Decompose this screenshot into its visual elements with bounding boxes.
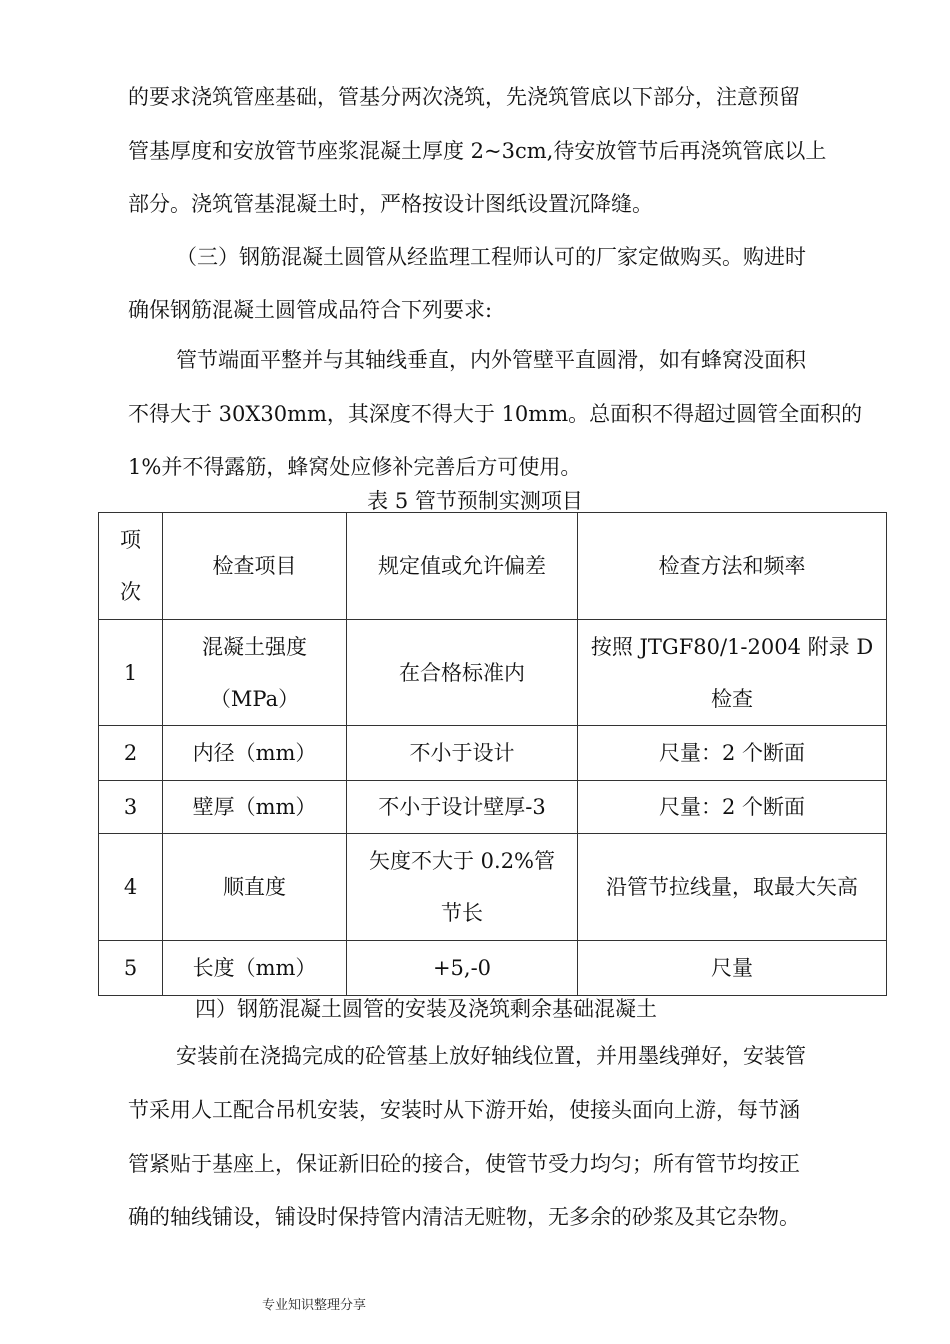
cell-item: 长度（mm）	[163, 941, 347, 996]
page-footer: 专业知识整理分享	[262, 1298, 367, 1313]
cell-method: 尺量：2 个断面	[578, 726, 887, 781]
paragraph-line: 安装前在浇捣完成的砼管基上放好轴线位置，并用墨线弹好，安装管	[176, 1044, 806, 1068]
paragraph-line: （三）钢筋混凝土圆管从经监理工程师认可的厂家定做购买。购进时	[176, 245, 806, 269]
paragraph-line: 部分。浇筑管基混凝土时，严格按设计图纸设置沉降缝。	[128, 192, 653, 216]
cell-item: 顺直度	[163, 834, 347, 941]
table-header-row	[99, 513, 887, 620]
cell-no: 2	[99, 726, 163, 781]
cell-value: +5,-0	[347, 941, 578, 996]
table-row	[99, 941, 887, 996]
paragraph-line: 确保钢筋混凝土圆管成品符合下列要求:	[128, 298, 493, 322]
header-cell-no: 项 次	[99, 513, 163, 620]
cell-method: 尺量	[578, 941, 887, 996]
cell-item: 混凝土强度 （MPa）	[163, 620, 347, 726]
paragraph-line: 不得大于 30X30mm，其深度不得大于 10mm。总面积不得超过圆管全面积的	[128, 402, 863, 426]
cell-value: 在合格标准内	[347, 620, 578, 726]
paragraph-line: 的要求浇筑管座基础，管基分两次浇筑，先浇筑管底以下部分，注意预留	[128, 85, 800, 109]
cell-value: 矢度不大于 0.2%管 节长	[347, 834, 578, 941]
cell-no: 3	[99, 781, 163, 834]
paragraph-line: 管节端面平整并与其轴线垂直，内外管壁平直圆滑，如有蜂窝没面积	[176, 348, 806, 372]
cell-method: 按照 JTGF80/1-2004 附录 D 检查	[578, 620, 887, 726]
cell-value: 不小于设计壁厚-3	[347, 781, 578, 834]
table-caption: 表 5 管节预制实测项目	[367, 489, 583, 513]
cell-no: 5	[99, 941, 163, 996]
table-row	[99, 620, 887, 726]
cell-item: 内径（mm）	[163, 726, 347, 781]
cell-method: 尺量：2 个断面	[578, 781, 887, 834]
table-row	[99, 726, 887, 781]
paragraph-line: 确的轴线铺设，铺设时保持管内清洁无赃物，无多余的砂浆及其它杂物。	[128, 1205, 800, 1229]
header-cell-item: 检查项目	[163, 513, 347, 620]
cell-no: 1	[99, 620, 163, 726]
paragraph-line: 管基厚度和安放管节座浆混凝土厚度 2~3cm,待安放管节后再浇筑管底以上	[128, 139, 827, 163]
cell-item: 壁厚（mm）	[163, 781, 347, 834]
inspection-table	[98, 512, 887, 996]
cell-value: 不小于设计	[347, 726, 578, 781]
paragraph-line: 管紧贴于基座上，保证新旧砼的接合，使管节受力均匀；所有管节均按正	[128, 1152, 800, 1176]
table-row	[99, 781, 887, 834]
table-row	[99, 834, 887, 941]
header-cell-method: 检查方法和频率	[578, 513, 887, 620]
header-cell-value: 规定值或允许偏差	[347, 513, 578, 620]
paragraph-line: 1%并不得露筋，蜂窝处应修补完善后方可使用。	[128, 455, 582, 479]
section-heading: 四）钢筋混凝土圆管的安装及浇筑剩余基础混凝土	[195, 997, 657, 1021]
cell-no: 4	[99, 834, 163, 941]
paragraph-line: 节采用人工配合吊机安装，安装时从下游开始，使接头面向上游，每节涵	[128, 1098, 800, 1122]
cell-method: 沿管节拉线量，取最大矢高	[578, 834, 887, 941]
